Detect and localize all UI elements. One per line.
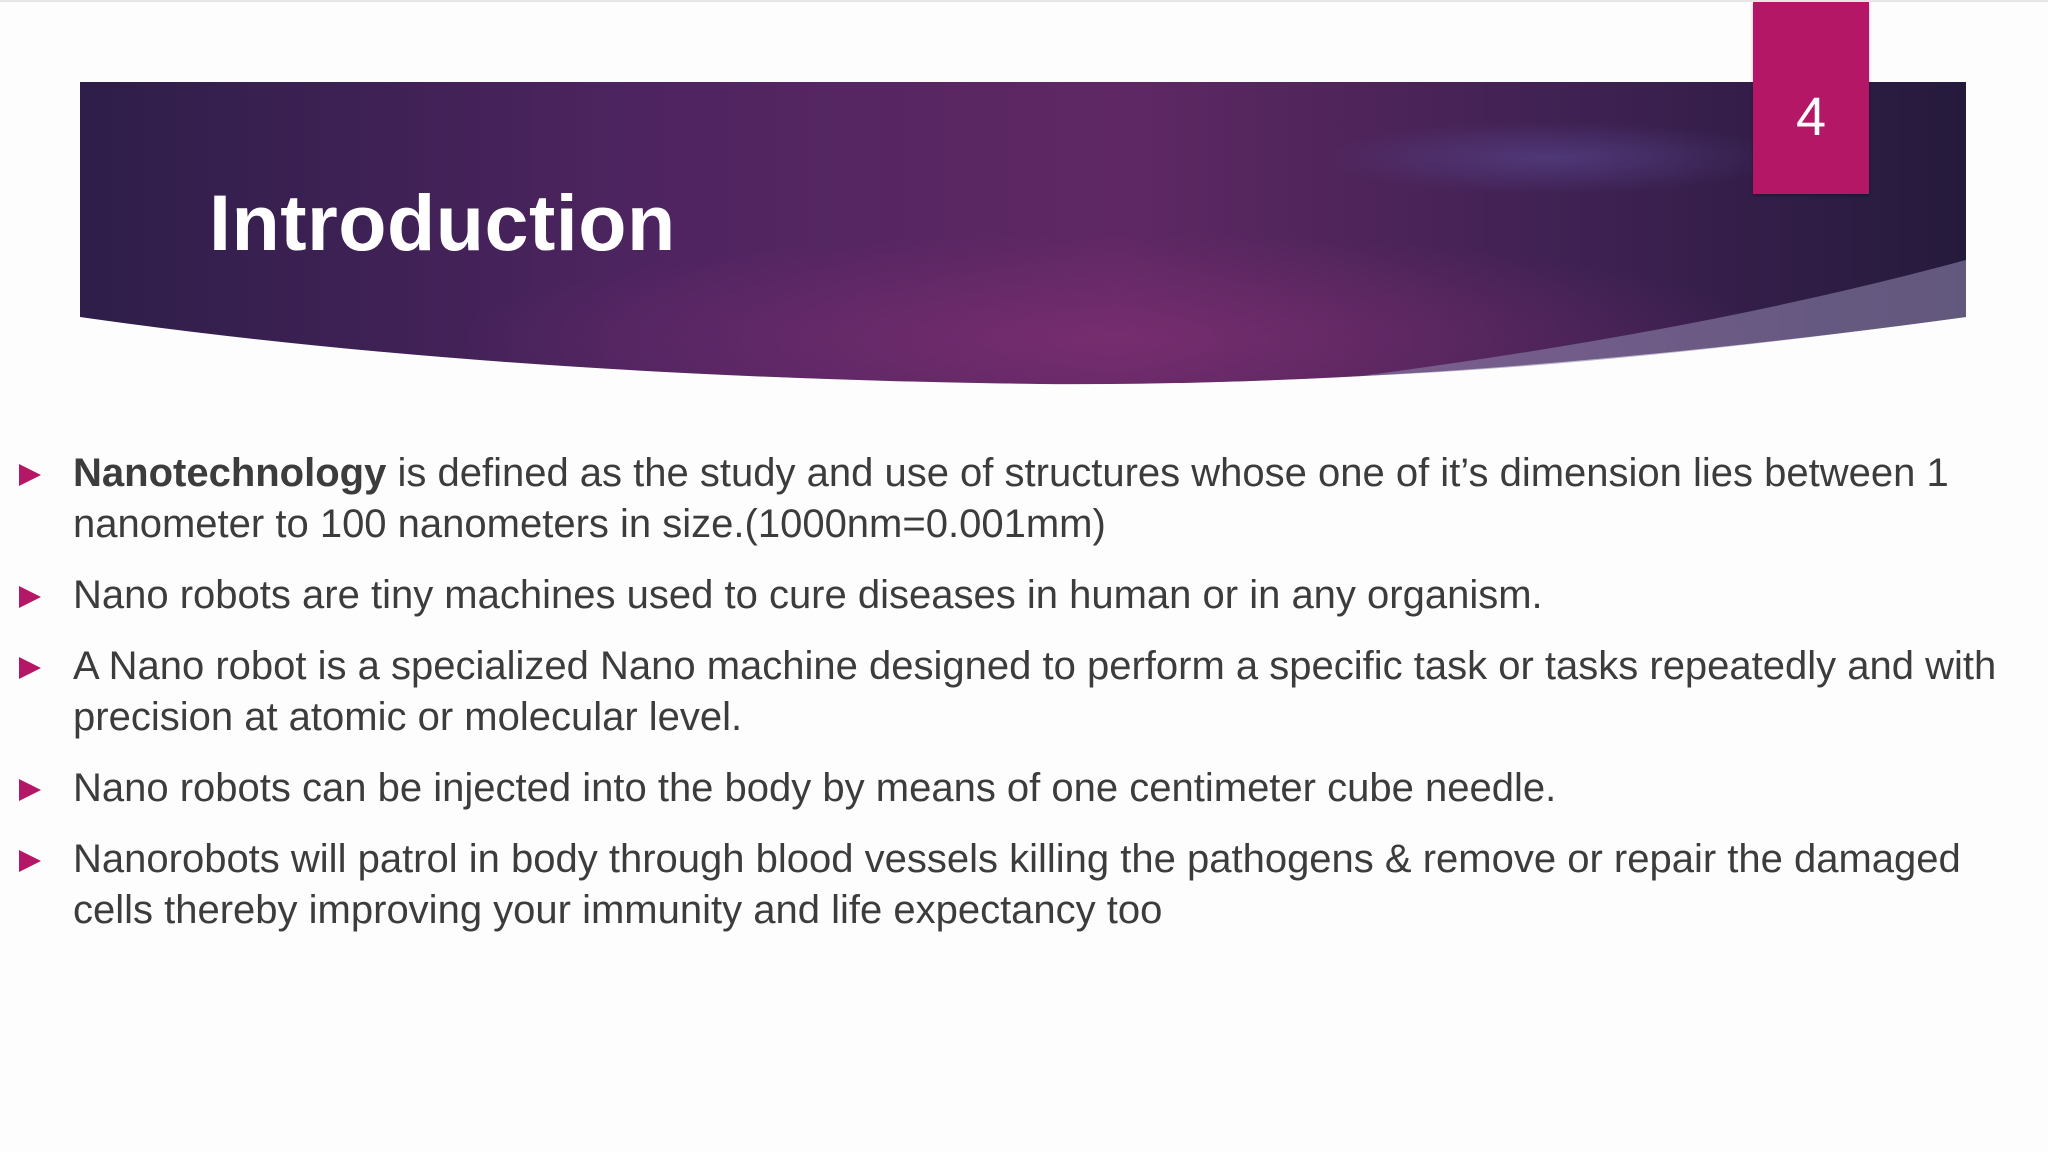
slide-title: Introduction [209,178,676,267]
page-number: 4 [1795,87,1827,147]
bullet-item-2 [0,570,2048,621]
triangle-right-icon [19,657,41,679]
bullet-item-5 [0,834,2048,936]
triangle-right-icon [19,464,41,486]
bullet-text: A Nano robot is a specialized Nano machine designed to perform a specific task or tasks repeatedly and with precision at atomic or molecular level. [73,644,1997,739]
bullet-text: Nanorobots will patrol in body through blood vessels killing the pathogens & remove or repair the damaged cells thereby improving your immunity and life expectancy too [73,837,1961,932]
triangle-right-icon [19,850,41,872]
bullet-item-3 [0,641,2048,743]
triangle-right-icon [19,779,41,801]
bullet-list [0,448,2048,956]
bullet-item-4 [0,763,2048,814]
bullet-text: is defined as the study and use of structures whose one of it’s dimension lies between 1 nanometer to 100 nanometers in size.(1000nm=0.001mm) [73,451,1949,546]
bullet-text: Nano robots can be injected into the body by means of one centimeter cube needle. [73,766,1557,810]
bullet-text: Nano robots are tiny machines used to cure diseases in human or in any organism. [73,573,1543,617]
bullet-item-1 [0,448,2048,550]
page-number-tab [1753,2,1869,194]
triangle-right-icon [19,586,41,608]
bullet-lead-bold: Nanotechnology [73,451,387,495]
